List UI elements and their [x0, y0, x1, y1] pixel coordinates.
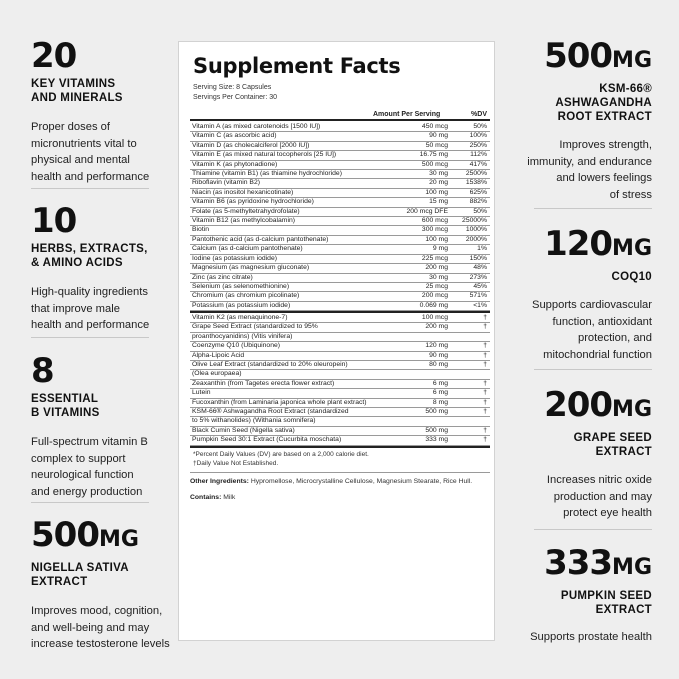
ingredient-name: Pumpkin Seed 30:1 Extract (Cucurbita moschata) [190, 436, 400, 445]
ingredient-dv: <1% [450, 301, 490, 310]
facts-row [190, 188, 490, 197]
stat-description: Supports prostate health [530, 631, 652, 643]
facts-row [190, 282, 490, 291]
stat-label: NIGELLA SATIVA EXTRACT [31, 562, 129, 588]
facts-row [190, 398, 490, 407]
ingredient-dv: 45% [450, 282, 490, 291]
ingredient-amount: 200 mg [400, 323, 450, 332]
ingredient-amount [400, 370, 450, 379]
ingredient-amount [400, 332, 450, 341]
stat-block [522, 386, 652, 522]
facts-row [190, 436, 490, 445]
ingredient-amount: 100 mg [400, 188, 450, 197]
facts-row [190, 141, 490, 150]
section-divider [190, 446, 490, 448]
ingredient-dv [450, 332, 490, 341]
ingredient-amount: 333 mg [400, 436, 450, 445]
ingredient-dv: 250% [450, 141, 490, 150]
ingredient-dv: 417% [450, 160, 490, 169]
stat-label: KEY VITAMINS AND MINERALS [31, 78, 123, 104]
ingredient-dv [450, 417, 490, 426]
supplement-facts-panel [178, 41, 495, 641]
ingredient-name: Riboflavin (vitamin B2) [190, 179, 400, 188]
facts-row [190, 292, 490, 301]
ingredient-amount: 100 mcg [400, 314, 450, 323]
ingredient-amount: 600 mcg [400, 217, 450, 226]
stat-block [31, 352, 171, 500]
ingredient-name: Zinc (as zinc citrate) [190, 273, 400, 282]
facts-row [190, 198, 490, 207]
ingredient-dv: 50% [450, 123, 490, 132]
ingredient-dv: † [450, 398, 490, 407]
stat-number: 500MG [544, 36, 652, 76]
facts-row [190, 264, 490, 273]
ingredient-name: (Olea europaea) [190, 370, 400, 379]
ingredient-dv: 2500% [450, 170, 490, 179]
ingredient-amount: 16.75 mg [400, 151, 450, 160]
ingredient-name: Niacin (as inositol hexanicotinate) [190, 188, 400, 197]
amount-header: Amount Per Serving [373, 111, 441, 118]
ingredient-amount: 200 mg [400, 264, 450, 273]
ingredient-name: Alpha-Lipoic Acid [190, 351, 400, 360]
ingredient-amount: 25 mcg [400, 282, 450, 291]
ingredient-name: Chromium (as chromium picolinate) [190, 292, 400, 301]
facts-row [190, 301, 490, 310]
ingredient-name: Vitamin D (as cholecalciferol [2000 IU]) [190, 141, 400, 150]
ingredient-name: Coenzyme Q10 (Ubiquinone) [190, 342, 400, 351]
ingredient-amount: 0.069 mg [400, 301, 450, 310]
ingredient-name: Potassium (as potassium iodide) [190, 301, 400, 310]
stat-number: 333MG [544, 543, 652, 583]
ingredient-name: Black Cumin Seed (Nigella sativa) [190, 426, 400, 435]
stat-number: 120MG [544, 224, 652, 264]
ingredient-name: Iodine (as potassium iodide) [190, 254, 400, 263]
facts-row [190, 226, 490, 235]
ingredient-amount: 15 mg [400, 198, 450, 207]
facts-title: Supplement Facts [193, 54, 401, 78]
stat-block [522, 225, 652, 363]
ingredient-name: Calcium (as d-calcium pantothenate) [190, 245, 400, 254]
stat-block [31, 202, 171, 334]
stat-description: Supports cardiovascular function, antioxidant protection, and mitochondrial function [531, 299, 652, 361]
divider [534, 208, 652, 209]
facts-row [190, 314, 490, 323]
ingredient-name: Zeaxanthin (from Tagetes erecta flower extract) [190, 379, 400, 388]
ingredient-amount: 225 mcg [400, 254, 450, 263]
ingredient-dv: 1% [450, 245, 490, 254]
divider [190, 472, 490, 473]
footnote-dv: *Percent Daily Values (DV) are based on a 2,000 calorie diet. [193, 451, 369, 458]
facts-row [190, 151, 490, 160]
ingredient-amount: 500 mg [400, 426, 450, 435]
ingredient-name: Vitamin B12 (as methylcobalamin) [190, 217, 400, 226]
ingredient-dv: † [450, 323, 490, 332]
ingredient-amount: 300 mcg [400, 226, 450, 235]
ingredient-name: Biotin [190, 226, 400, 235]
ingredient-amount: 30 mg [400, 273, 450, 282]
stat-block [31, 37, 171, 185]
divider [31, 502, 149, 503]
ingredient-dv: † [450, 408, 490, 417]
divider [534, 529, 652, 530]
ingredient-name: to 5% withanolides) (Withania somnifera) [190, 417, 400, 426]
facts-table-extracts [190, 314, 490, 446]
ingredient-amount: 90 mg [400, 132, 450, 141]
stat-block [31, 516, 171, 653]
stat-block [522, 544, 652, 646]
divider [31, 337, 149, 338]
ingredient-dv: † [450, 389, 490, 398]
stat-description: Proper doses of micronutrients vital to physical and mental health and performance [31, 121, 150, 183]
ingredient-dv: 571% [450, 292, 490, 301]
ingredient-amount: 200 mcg [400, 292, 450, 301]
stat-description: High-quality ingredients that improve male health and performance [31, 286, 150, 331]
ingredient-amount: 6 mg [400, 379, 450, 388]
ingredient-amount: 9 mg [400, 245, 450, 254]
ingredient-name: Vitamin K (as phytonadione) [190, 160, 400, 169]
ingredient-name: KSM-66® Ashwagandha Root Extract (standardized [190, 408, 400, 417]
stat-label: KSM-66® ASHWAGANDHA ROOT EXTRACT [555, 83, 652, 123]
facts-row [190, 273, 490, 282]
facts-row [190, 379, 490, 388]
ingredient-name: Pantothenic acid (as d-calcium pantothenate) [190, 235, 400, 244]
ingredient-amount: 20 mg [400, 179, 450, 188]
stat-description: Full-spectrum vitamin B complex to support neurological function and energy production [31, 436, 148, 498]
facts-row [190, 389, 490, 398]
facts-table-vitamins [190, 123, 490, 311]
footnote-dagger: †Daily Value Not Established. [193, 459, 279, 467]
facts-row [190, 370, 490, 379]
ingredient-dv: † [450, 342, 490, 351]
ingredient-dv: † [450, 379, 490, 388]
other-ingredients: Other Ingredients: Hypromellose, Microcrystalline Cellulose, Magnesium Stearate, Rice Hull. [190, 478, 473, 485]
ingredient-amount: 120 mg [400, 342, 450, 351]
ingredient-dv: 25000% [450, 217, 490, 226]
stat-number: 20 [31, 36, 77, 76]
ingredient-name: Folate (as 5-methyltetrahydrofolate) [190, 207, 400, 216]
ingredient-dv: † [450, 361, 490, 370]
facts-row [190, 179, 490, 188]
ingredient-dv: † [450, 426, 490, 435]
ingredient-dv: 112% [450, 151, 490, 160]
ingredient-name: Vitamin B6 (as pyridoxine hydrochloride) [190, 198, 400, 207]
facts-row [190, 235, 490, 244]
facts-row [190, 217, 490, 226]
serving-size: Serving Size: 8 Capsules [193, 84, 272, 91]
ingredient-dv: 100% [450, 132, 490, 141]
ingredient-dv: † [450, 314, 490, 323]
facts-row [190, 245, 490, 254]
ingredient-amount: 200 mcg DFE [400, 207, 450, 216]
ingredient-amount: 30 mg [400, 170, 450, 179]
ingredient-dv: † [450, 351, 490, 360]
ingredient-dv: 625% [450, 188, 490, 197]
stat-number: 200MG [544, 385, 652, 425]
ingredient-name: Vitamin E (as mixed natural tocopherols [25 IU]) [190, 151, 400, 160]
facts-row [190, 323, 490, 332]
ingredient-amount: 90 mg [400, 351, 450, 360]
ingredient-amount [400, 417, 450, 426]
ingredient-amount: 500 mcg [400, 160, 450, 169]
facts-row [190, 160, 490, 169]
facts-header-row [190, 111, 490, 121]
ingredient-amount: 500 mg [400, 408, 450, 417]
ingredient-amount: 6 mg [400, 389, 450, 398]
ingredient-amount: 80 mg [400, 361, 450, 370]
stat-description: Improves mood, cognition, and well-being and may increase testosterone levels [31, 605, 170, 650]
ingredient-name: proanthocyanidins) (Vitis vinifera) [190, 332, 400, 341]
ingredient-name: Thiamine (vitamin B1) (as thiamine hydrochloride) [190, 170, 400, 179]
ingredient-dv: 1538% [450, 179, 490, 188]
ingredient-name: Vitamin A (as mixed carotenoids [1500 IU]) [190, 123, 400, 132]
ingredient-amount: 100 mg [400, 235, 450, 244]
stat-label: COQ10 [611, 271, 652, 283]
facts-row [190, 170, 490, 179]
ingredient-dv: 273% [450, 273, 490, 282]
stat-number: 8 [31, 351, 54, 391]
facts-row [190, 408, 490, 417]
facts-row [190, 332, 490, 341]
stat-description: Improves strength, immunity, and endurance and lowers feelings of stress [527, 139, 652, 201]
ingredient-dv: † [450, 436, 490, 445]
ingredient-amount: 50 mcg [400, 141, 450, 150]
ingredient-name: Fucoxanthin (from Laminaria japonica whole plant extract) [190, 398, 400, 407]
ingredient-name: Selenium (as selenomethionine) [190, 282, 400, 291]
stat-label: HERBS, EXTRACTS, & AMINO ACIDS [31, 243, 148, 269]
stat-block [522, 37, 652, 203]
facts-row [190, 207, 490, 216]
ingredient-name: Grape Seed Extract (standardized to 95% [190, 323, 400, 332]
ingredient-dv: 48% [450, 264, 490, 273]
servings-per-container: Servings Per Container: 30 [193, 94, 278, 101]
ingredient-dv: 1000% [450, 226, 490, 235]
footnotes [193, 451, 369, 468]
stat-label: GRAPE SEED EXTRACT [573, 432, 652, 458]
facts-row [190, 123, 490, 132]
facts-row [190, 417, 490, 426]
ingredient-dv: 150% [450, 254, 490, 263]
stat-label: ESSENTIAL B VITAMINS [31, 393, 100, 419]
ingredient-dv [450, 370, 490, 379]
ingredient-amount: 450 mcg [400, 123, 450, 132]
section-divider [190, 311, 490, 313]
dv-header: %DV [471, 111, 487, 118]
ingredient-name: Lutein [190, 389, 400, 398]
ingredient-amount: 8 mg [400, 398, 450, 407]
stat-number: 10 [31, 201, 77, 241]
facts-row [190, 254, 490, 263]
contains: Contains: Milk [190, 494, 236, 501]
facts-row [190, 351, 490, 360]
facts-row [190, 426, 490, 435]
ingredient-name: Olive Leaf Extract (standardized to 20% oleuropein) [190, 361, 400, 370]
ingredient-dv: 2000% [450, 235, 490, 244]
ingredient-name: Vitamin K2 (as menaquinone-7) [190, 314, 400, 323]
ingredient-name: Magnesium (as magnesium gluconate) [190, 264, 400, 273]
facts-row [190, 361, 490, 370]
ingredient-dv: 882% [450, 198, 490, 207]
facts-row [190, 342, 490, 351]
divider [534, 369, 652, 370]
stat-label: PUMPKIN SEED EXTRACT [560, 590, 652, 616]
ingredient-dv: 50% [450, 207, 490, 216]
stat-number: 500MG [31, 515, 139, 555]
facts-row [190, 132, 490, 141]
ingredient-name: Vitamin C (as ascorbic acid) [190, 132, 400, 141]
divider [31, 188, 149, 189]
stat-description: Increases nitric oxide production and may protect eye health [546, 474, 652, 519]
